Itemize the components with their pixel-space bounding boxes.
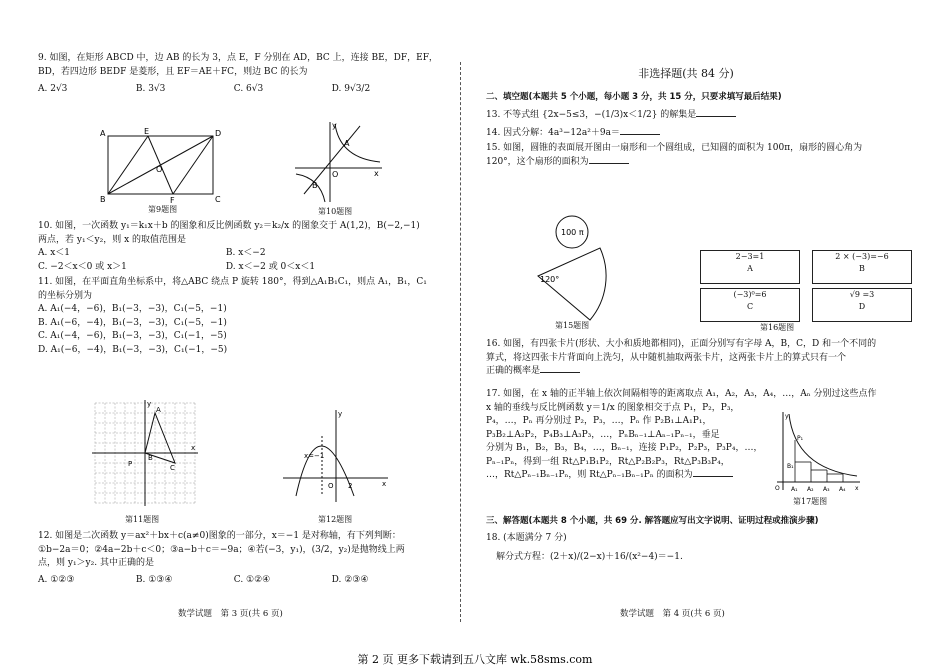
- svg-text:x: x: [374, 169, 379, 178]
- fig17-caption: 第17题图: [793, 497, 828, 506]
- figure-17-staircase: [765, 410, 865, 496]
- question-11: 11. 如图，在平面直角坐标系中，将△ABC 绕点 P 旋转 180°，得到△A₁B₁C₁，则点 A₁，B₁，C₁ 的坐标分别为 A. A₁(−4，−6)，B₁(−3，−3)，C₁(−5，−1) B. A₁(−6，−4)，B₁(−3，−3)，C₁(−5，−1) C. A₁(−4，−6)，B₁(−3，−3)，C₁(−1，−5) D. A₁(−6，−4)，B₁(−3，−3)，C₁(−1，−5): [38, 276, 438, 357]
- svg-text:C: C: [170, 464, 175, 472]
- section-3: 三、解答题(本题共 8 个小题，共 69 分. 解答题应写出文字说明、证明过程或推演步骤) 18. (本题满分 7 分) 解分式方程：(2＋x)/(2−x)＋16/(x²−4)＝−1.: [486, 515, 886, 565]
- svg-text:A₁: A₁: [791, 486, 798, 493]
- question-18: 18. (本题满分 7 分): [486, 532, 567, 543]
- svg-text:y: y: [338, 410, 343, 418]
- q10-option-d: D. x＜−2 或 0＜x＜1: [225, 261, 316, 272]
- svg-text:2: 2: [348, 482, 353, 490]
- q16-answer-blank: [540, 372, 580, 373]
- svg-text:x: x: [855, 485, 859, 492]
- svg-text:x: x: [382, 480, 387, 488]
- q10-option-c: C. −2＜x＜0 或 x＞1: [38, 261, 127, 272]
- q9-option-a: A. 2√3: [38, 84, 68, 94]
- svg-text:x: x: [191, 444, 196, 452]
- svg-text:D: D: [215, 129, 222, 138]
- q11-option-c: C. A₁(−4，−6)，B₁(−3，−3)，C₁(−1，−5): [38, 331, 227, 341]
- q14-answer-blank: [620, 134, 660, 135]
- page-divider: [460, 62, 461, 622]
- svg-text:B: B: [312, 181, 318, 190]
- figure-11-grid: [90, 398, 200, 510]
- q11-option-d: D. A₁(−6，−4)，B₁(−3，−3)，C₁(−1，−5): [38, 344, 228, 355]
- svg-text:y: y: [785, 413, 789, 420]
- card-a: 2−3=1 A: [700, 250, 800, 284]
- question-14: 14. 因式分解：4a³−12a²＋9a＝: [486, 127, 886, 141]
- svg-text:P₁: P₁: [797, 435, 804, 442]
- question-13: 13. 不等式组 {2x−5≤3，−(1/3)x＜1/2} 的解集是: [486, 109, 886, 123]
- svg-text:O: O: [332, 170, 339, 179]
- q12-option-b: B. ①③④: [135, 574, 173, 585]
- fig10-caption: 第10题图: [318, 207, 353, 216]
- svg-text:F: F: [170, 196, 175, 203]
- question-9: 9. 如图，在矩形 ABCD 中，边 AB 的长为 3，点 E，F 分别在 AD，BC 上，连接 BE，DF，EF， BD，若四边形 BEDF 是菱形，且 EF＝AE＋FC，则边 BC 的长为 A. 2√3 B. 3√3 C. 6√3 D. 9√3/2: [38, 52, 438, 97]
- fig16-caption: 第16题图: [760, 323, 795, 332]
- svg-text:E: E: [144, 128, 150, 136]
- svg-text:B: B: [148, 454, 153, 462]
- svg-text:A₂: A₂: [807, 486, 814, 493]
- q10-option-b: B. x＜−2: [225, 248, 266, 258]
- svg-text:A: A: [156, 406, 161, 414]
- question-12: 12. 如图是二次函数 y＝ax²＋bx＋c(a≠0)图象的一部分，x＝−1 是对称轴，有下列判断： ①b−2a＝0；②4a−2b＋c＜0；③a−b＋c＝−9a；④若(−3，y₁)，(3/2，y₂)是抛物线上两 点，则 y₁＞y₂. 其中正确的是 A. ①②③ B. ①③④ C. ①②④ D. ②③④: [38, 530, 438, 587]
- svg-text:B₁: B₁: [787, 463, 794, 470]
- question-16: 16. 如图，有四张卡片(形状、大小和质地都相同)，正面分别写有字母 A，B，C，D 和一个不同的 算式，将这四张卡片背面向上洗匀，从中随机抽取两张卡片，这两张卡片上的算式只有一个 正确的概率是: [486, 339, 877, 376]
- question-15: 15. 如图，圆锥的表面展开图由一扇形和一个圆组成，已知圆的面积为 100π，扇形的圆心角为 120°，这个扇形的面积为: [486, 143, 863, 167]
- q9-option-c: C. 6√3: [233, 84, 264, 94]
- q12-option-a: A. ①②③: [38, 574, 75, 585]
- fig15-caption: 第15题图: [555, 321, 590, 330]
- svg-text:A: A: [344, 139, 350, 148]
- right-page: [486, 66, 886, 169]
- card-b: 2 × (−3)=−6 B: [812, 250, 912, 284]
- fig11-caption: 第11题图: [125, 515, 160, 524]
- svg-text:A: A: [100, 129, 106, 138]
- q11-option-a: A. A₁(−4，−6)，B₁(−3，−3)，C₁(−5，−1): [38, 304, 227, 314]
- section-2-heading: 二、填空题(本题共 5 个小题，每小题 3 分，共 15 分，只要求填写最后结果): [486, 91, 782, 102]
- svg-text:B: B: [100, 195, 106, 203]
- svg-text:O: O: [775, 485, 780, 492]
- fig9-caption: 第9题图: [148, 205, 178, 214]
- section-title: 非选择题(共 84 分): [638, 67, 734, 80]
- svg-text:O: O: [328, 482, 334, 490]
- figure-12-parabola: [278, 406, 393, 506]
- svg-text:C: C: [215, 195, 221, 203]
- left-page: [38, 52, 438, 99]
- figure-15-cone-net: [530, 214, 630, 326]
- card-d: √9 =3 D: [812, 288, 912, 322]
- svg-text:x=−1: x=−1: [304, 452, 325, 460]
- question-17: 17. 如图，在 x 轴的正半轴上依次间隔相等的距离取点 A₁，A₂，A₃，A₄，…，Aₙ 分别过这些点作 x 轴的垂线与反比例函数 y＝1/x 的图象相交于点 P₁，P₂，P₃， P₄，…，Pₙ 再分别过 P₂，P₃，…，Pₙ 作 P₂B₁⊥A₁P₁， P₃B₂⊥A₂P₂，P₄B₃⊥A₃P₃，…，PₙBₙ₋₁⊥Aₙ₋₁Pₙ₋₁，垂足 分别为 B₁，B₂，B₃，B₄，…，Bₙ₋₁，连接 P₁P₂，P₂P₃，P₃P₄，…， Pₙ₋₁Pₙ，得到一组 Rt△P₁B₁P₂，Rt△P₂B₂P₃，Rt△P₃B₃P₄， …，Rt△Pₙ₋₁Bₙ₋₁Pₙ，则 Rt△Pₙ₋₁Bₙ₋₁Pₙ 的面积为: [486, 389, 877, 480]
- q11-option-b: B. A₁(−6，−4)，B₁(−3，−3)，C₁(−5，−1): [38, 317, 227, 328]
- q17-answer-blank: [693, 476, 733, 477]
- figure-10-functions: [290, 118, 390, 206]
- question-10: 10. 如图，一次函数 y₁＝k₁x＋b 的图象和反比例函数 y₂＝k₂/x 的图象交于 A(1,2)，B(−2,−1) 两点，若 y₁＜y₂，则 x 的取值范围是 A. x＜1 B. x＜−2 C. −2＜x＜0 或 x＞1 D. x＜−2 或 0＜x＜1 11. 如图，在平面直角坐标系中，将△ABC 绕点 P 旋转 180°，得到△A₁B₁C₁，则点 A₁，B₁，C₁ 的坐标分别为 A. A₁(−4，−6)，B₁(−3，−3)，C₁(−5，−1) B. A₁(−6，−4)，B₁(−3，−3)，C₁(−5，−1) C. A₁(−4，−6)，B₁(−3，−3)，C₁(−1，−5) D. A₁(−6，−4)，B₁(−3，−3)，C₁(−1，−5): [38, 220, 438, 357]
- q13-answer-blank: [696, 116, 736, 117]
- q12-option-d: D. ②③④: [331, 574, 369, 585]
- svg-text:A₃: A₃: [823, 486, 830, 493]
- circle-label: 100 π: [561, 228, 584, 237]
- svg-text:y: y: [147, 400, 152, 408]
- card-c: (−3)⁰=6 C: [700, 288, 800, 322]
- angle-label: 120°: [540, 275, 560, 284]
- svg-text:A₄: A₄: [839, 486, 846, 493]
- q9-option-b: B. 3√3: [135, 84, 166, 94]
- q12-option-c: C. ①②④: [233, 574, 271, 585]
- q10-option-a: A. x＜1: [38, 248, 71, 258]
- figure-9-rectangle: [98, 128, 228, 203]
- svg-text:P: P: [128, 460, 133, 468]
- right-page-footer: 数学试题 第 4 页(共 6 页): [620, 609, 725, 619]
- q15-answer-blank: [589, 163, 629, 164]
- question-18-equation: 解分式方程：(2＋x)/(2−x)＋16/(x²−4)＝−1.: [496, 552, 683, 563]
- svg-text:y: y: [332, 121, 337, 130]
- q9-option-d: D. 9√3/2: [331, 84, 371, 94]
- svg-text:O: O: [156, 165, 163, 174]
- fig12-caption: 第12题图: [318, 515, 353, 524]
- left-page-footer: 数学试题 第 3 页(共 6 页): [178, 609, 283, 619]
- download-banner: 第 2 页 更多下载请到五八文库 wk.58sms.com: [357, 653, 593, 666]
